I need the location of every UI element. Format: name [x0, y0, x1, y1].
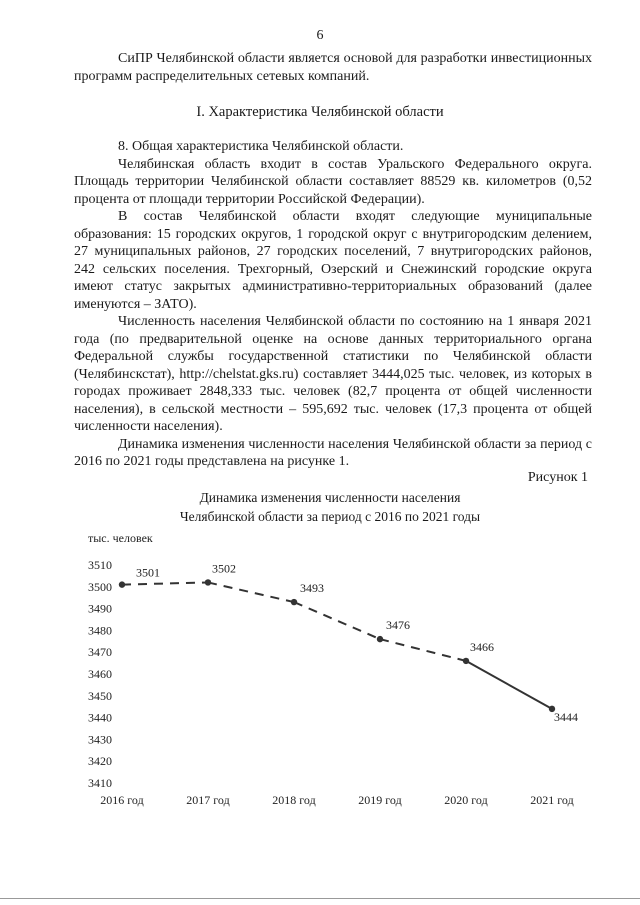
- series-line-segment: [208, 582, 294, 602]
- series-line-segment: [294, 602, 380, 639]
- y-tick-label: 3430: [88, 732, 112, 747]
- y-tick-label: 3450: [88, 688, 112, 703]
- data-label: 3502: [212, 561, 236, 576]
- data-label: 3501: [136, 565, 160, 580]
- data-label: 3476: [386, 618, 410, 633]
- y-tick-label: 3490: [88, 601, 112, 616]
- y-tick-label: 3500: [88, 579, 112, 594]
- section-heading: I. Характеристика Челябинской области: [196, 104, 444, 120]
- intro-text: СиПР Челябинской области является основой для разработки инвестиционных программ распределительных сетевых компаний.: [74, 51, 592, 84]
- y-tick-label: 3440: [88, 710, 112, 725]
- bottom-rule: [0, 898, 640, 899]
- y-axis-label: тыс. человек: [88, 531, 153, 545]
- y-tick-label: 3420: [88, 754, 112, 769]
- x-tick-label: 2017 год: [186, 793, 230, 807]
- paragraph-municipalities: В состав Челябинской области входят следующие муниципальные образования: 15 городских округов, 1 городской округ с внутригородским делением, 27 муниципальных районов, 27 городских поселений, 7 внутригородских районов, 242 сельских поселения. Трехгорный, Озерский и Снежинский городские округа имеют статус закрытых административно-территориальных образований (далее именуются – ЗАТО).: [74, 209, 592, 312]
- subsection-title: 8. Общая характеристика Челябинской области.: [118, 139, 404, 154]
- y-tick-label: 3470: [88, 645, 112, 660]
- y-tick-label: 3410: [88, 776, 112, 790]
- data-point: [205, 579, 211, 585]
- data-label: 3444: [554, 709, 578, 724]
- data-point: [119, 581, 125, 587]
- page-number: 6: [316, 28, 324, 43]
- x-tick-label: 2021 год: [530, 793, 574, 807]
- data-label: 3493: [300, 581, 324, 596]
- paragraph-population: Численность населения Челябинской области по состоянию на 1 января 2021 года (по предварительной оценке на основе данных территориального органа Федеральной службы государственной статистики по Челябинской области (Челябинскстат), http://chelstat.gks.ru) составляет 3444,025 тыс. человек, из которых в городах проживает 2848,333 тыс. человек (82,7 процента от общей численности населения), в сельской местности – 595,692 тыс. человек (17,3 процента от общей численности населения).: [74, 314, 592, 434]
- intro-paragraph: [74, 50, 592, 85]
- x-tick-label: 2016 год: [100, 793, 144, 807]
- data-point: [463, 658, 469, 664]
- y-tick-label: 3480: [88, 623, 112, 638]
- chart-title-line1: Динамика изменения численности населения: [199, 490, 461, 505]
- series-line-segment: [122, 582, 208, 584]
- body-text: [74, 138, 592, 471]
- paragraph-dynamics: Динамика изменения численности населения Челябинской области за период с 2016 по 2021 годы представлена на рисунке 1.: [74, 436, 592, 469]
- paragraph-area: Челябинская область входит в состав Уральского Федерального округа. Площадь территории Челябинской области составляет 88529 кв. километров (0,52 процента от площади территории Российской Федерации).: [74, 156, 592, 207]
- population-line-chart: [0, 520, 640, 820]
- y-tick-label: 3460: [88, 667, 112, 681]
- chart-title-line2: Челябинской области за период с 2016 по 2021 годы: [179, 509, 481, 524]
- series-line-segment: [466, 661, 552, 709]
- x-tick-label: 2018 год: [272, 793, 316, 807]
- x-tick-label: 2020 год: [444, 793, 488, 807]
- x-tick-label: 2019 год: [358, 793, 402, 807]
- data-point: [291, 599, 297, 605]
- figure-label: Рисунок 1: [527, 470, 588, 485]
- data-label: 3466: [470, 639, 494, 654]
- series-line-segment: [380, 639, 466, 661]
- y-tick-label: 3510: [88, 558, 112, 572]
- data-point: [377, 636, 383, 642]
